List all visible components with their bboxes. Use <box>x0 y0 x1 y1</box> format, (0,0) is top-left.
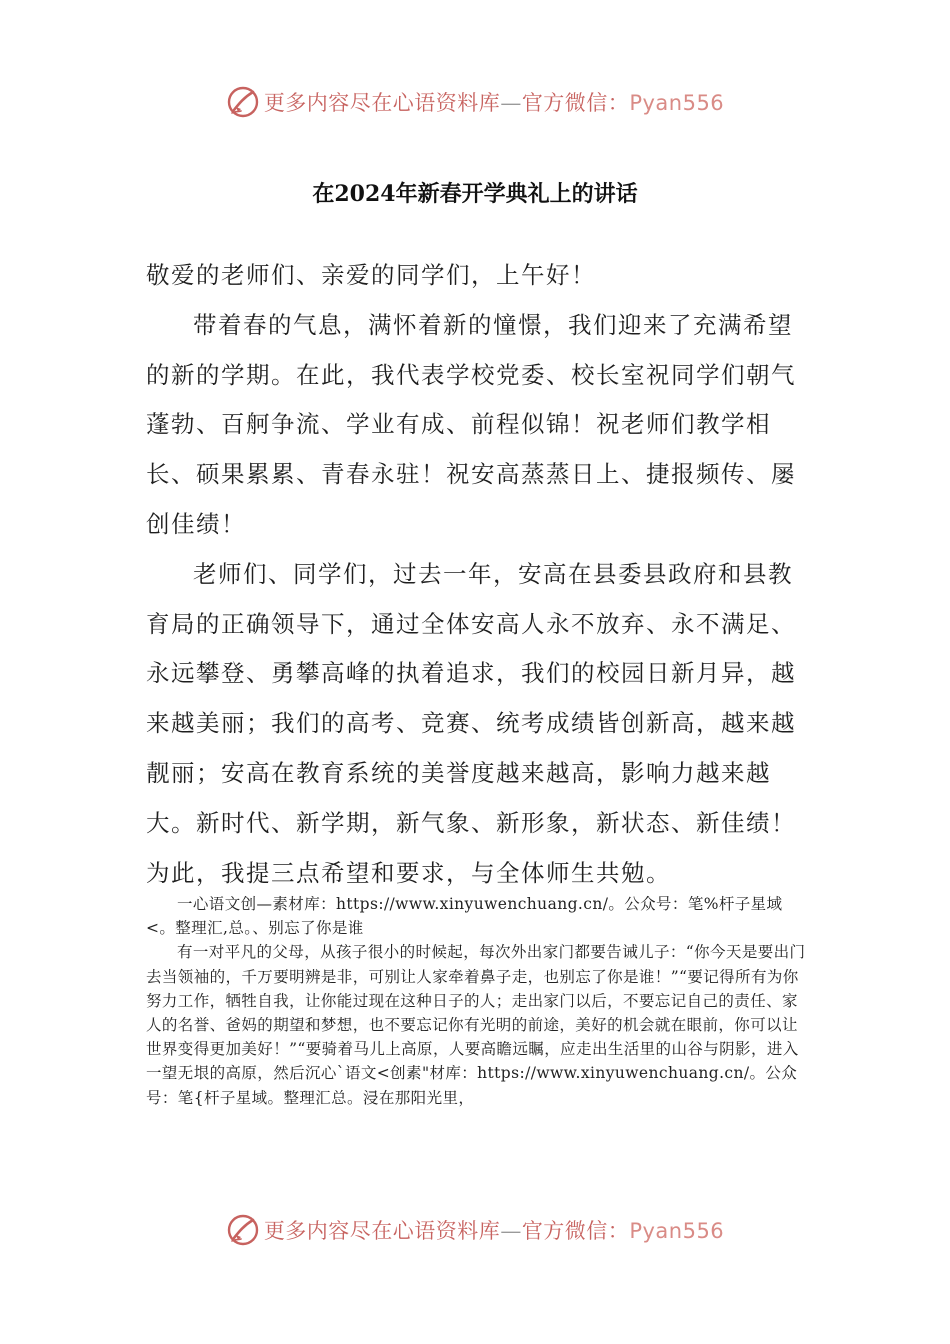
header-banner-separator: — <box>500 91 522 115</box>
footer-banner-wechat-id: Pyan556 <box>629 1219 725 1243</box>
speech-greeting: 敬爱的老师们、亲爱的同学们，上午好！ <box>146 261 596 289</box>
header-banner-text <box>264 87 724 117</box>
footer-banner-separator: — <box>500 1219 522 1243</box>
speech-paragraph-1: 带着春的气息，满怀着新的憧憬，我们迎来了充满希望的新的学期。在此，我代表学校党委、校长室祝同学们朝气蓬勃、百舸争流、学业有成、前程似锦！祝老师们教学相长、硕果累累、青春永驻！祝安高蒸蒸日上、捷报频传、屡创佳绩！ <box>146 310 796 538</box>
inserted-paragraph: 有一对平凡的父母，从孩子很小的时候起，每次外出家门都要告诫儿子：“你今天是要出门去当领袖的，千万要明辨是非，可别让人家牵着鼻子走，也别忘了你是谁！”“要记得所有为你努力工作，牺牲自我，让你能过现在这种日子的人；走出家门以后，不要忘记自己的责任、家人的名誉、爸妈的期望和梦想，也不要忘记你有光明的前途，美好的机会就在眼前，你可以让世界变得更加美好！”“要骑着马儿上高原，人要高瞻远瞩，应走出生活里的山谷与阴影，进入一望无垠的高原，然后沉心`语文<创素"材库：https://www.xinyuwenchuang.cn/。公众号：笔{杆子星域。整理汇总。浸在那阳光里， <box>146 943 806 1107</box>
speech-body <box>146 251 806 898</box>
footer-banner-text <box>264 1215 724 1245</box>
header-banner <box>0 80 950 124</box>
inserted-source-line: 一心语文创—素材库：https://www.xinyuwenchuang.cn/。公众号：笔%杆子星域<。整理汇,总。、别忘了你是谁 <box>146 895 783 938</box>
pen-logo-icon <box>226 1213 260 1247</box>
header-banner-wechat-id: Pyan556 <box>629 91 725 115</box>
footer-banner <box>0 1208 950 1252</box>
inserted-material <box>146 892 806 1110</box>
page-title: 在2024年新春开学典礼上的讲话 <box>312 181 638 207</box>
footer-banner-wechat-label: 官方微信： <box>521 1219 630 1243</box>
header-banner-wechat-label: 官方微信： <box>521 91 630 115</box>
footer-banner-main: 更多内容尽在心语资料库 <box>263 1219 501 1243</box>
pen-logo-icon <box>226 85 260 119</box>
speech-paragraph-2: 老师们、同学们，过去一年，安高在县委县政府和县教育局的正确领导下，通过全体安高人永不放弃、永不满足、永远攀登、勇攀高峰的执着追求，我们的校园日新月异，越来越美丽；我们的高考、竞赛、统考成绩皆创新高，越来越靓丽；安高在教育系统的美誉度越来越高，影响力越来越大。新时代、新学期，新气象、新形象，新状态、新佳绩！为此，我提三点希望和要求，与全体师生共勉。 <box>146 559 796 887</box>
header-banner-main: 更多内容尽在心语资料库 <box>263 91 501 115</box>
